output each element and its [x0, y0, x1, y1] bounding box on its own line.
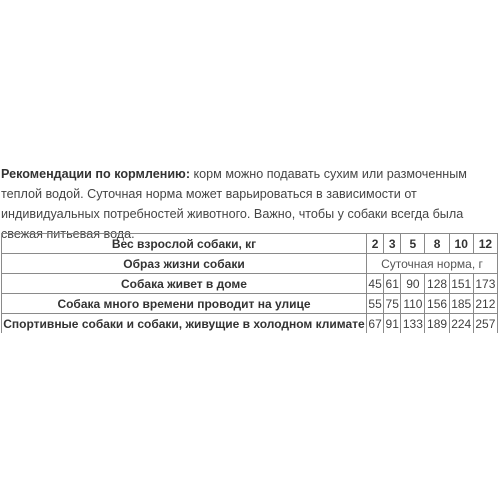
value-cell: 156	[425, 294, 449, 314]
value-cell: 75	[384, 294, 401, 314]
value-cell: 133	[401, 314, 425, 334]
weight-5: 5	[401, 234, 425, 254]
feeding-recommendations	[1, 164, 497, 244]
feeding-recommendations-title: Рекомендации по кормлению:	[1, 167, 191, 181]
weight-3: 3	[384, 234, 401, 254]
value-cell: 151	[449, 274, 473, 294]
row-label-outdoor: Собака много времени проводит на улице	[2, 294, 367, 314]
table-row	[2, 294, 498, 314]
value-cell: 67	[367, 314, 384, 334]
value-cell: 128	[425, 274, 449, 294]
value-cell: 212	[473, 294, 497, 314]
lifestyle-header: Образ жизни собаки	[2, 254, 367, 274]
value-cell: 189	[425, 314, 449, 334]
row-label-home: Собака живет в доме	[2, 274, 367, 294]
value-cell: 90	[401, 274, 425, 294]
weight-row	[2, 234, 498, 254]
weight-8: 8	[425, 234, 449, 254]
feeding-recommendations-text: корм можно подавать сухим или размоченным теплой водой. Суточная норма может варьироваться в зависимости от индивидуальных потребностей животного. Важно, чтобы у собаки всегда была свежая питьевая вода.	[1, 167, 467, 241]
row-label-sport: Спортивные собаки и собаки, живущие в холодном климате	[2, 314, 367, 334]
value-cell: 55	[367, 294, 384, 314]
value-cell: 61	[384, 274, 401, 294]
lifestyle-header-row	[2, 254, 498, 274]
table-row	[2, 314, 498, 334]
daily-norm-header: Суточная норма, г	[367, 254, 498, 274]
weight-header: Вес взрослой собаки, кг	[2, 234, 367, 254]
value-cell: 91	[384, 314, 401, 334]
value-cell: 224	[449, 314, 473, 334]
weight-10: 10	[449, 234, 473, 254]
value-cell: 110	[401, 294, 425, 314]
value-cell: 257	[473, 314, 497, 334]
value-cell: 173	[473, 274, 497, 294]
weight-12: 12	[473, 234, 497, 254]
table-row	[2, 274, 498, 294]
feeding-table	[1, 233, 498, 333]
weight-2: 2	[367, 234, 384, 254]
value-cell: 185	[449, 294, 473, 314]
value-cell: 45	[367, 274, 384, 294]
